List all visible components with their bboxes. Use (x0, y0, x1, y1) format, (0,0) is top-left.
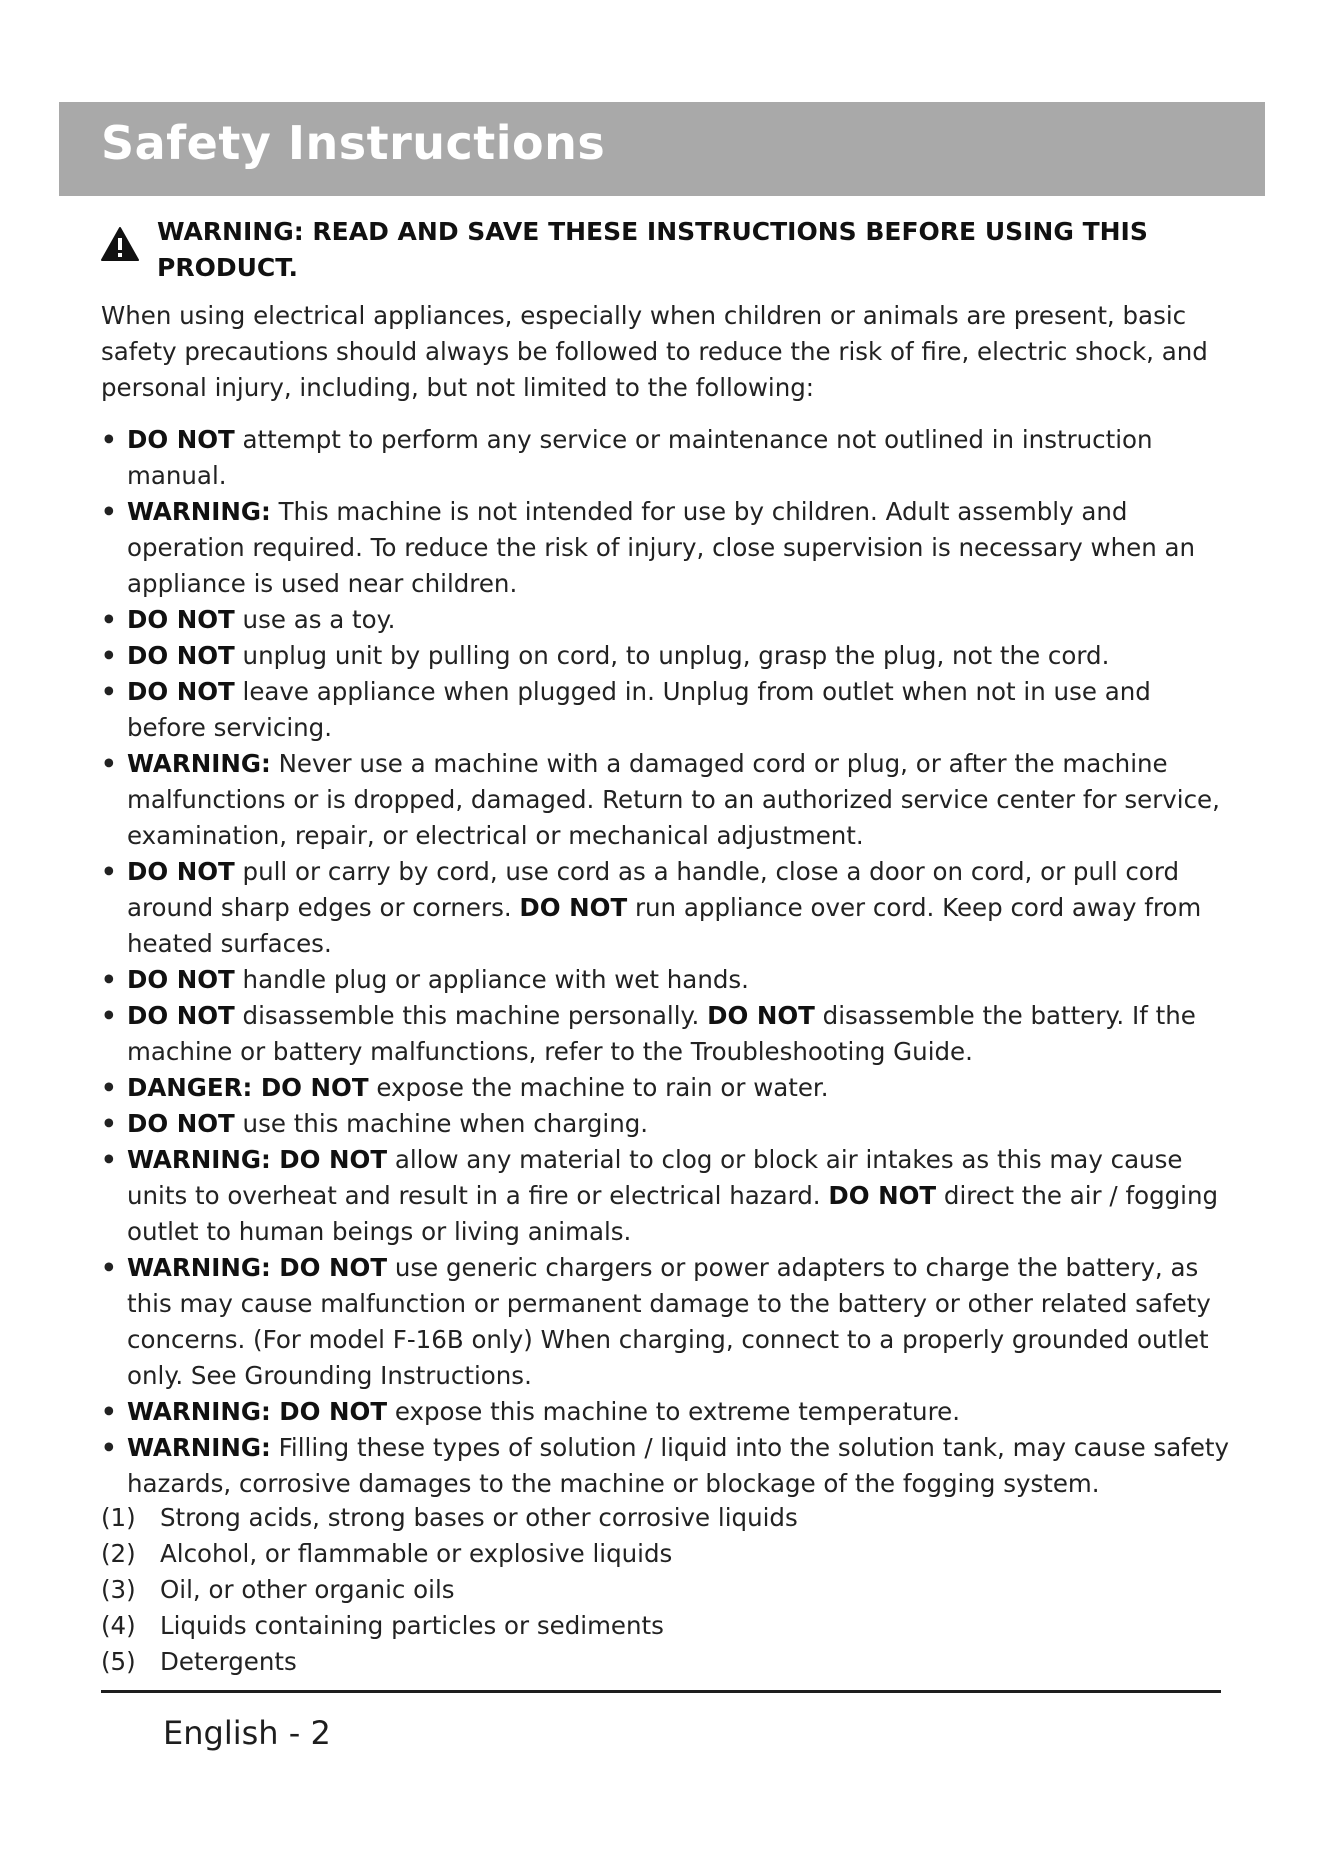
warning-heading-line-2: PRODUCT. (157, 253, 298, 282)
item-text: Detergents (160, 1647, 297, 1676)
safety-item (101, 1142, 1231, 1250)
bullet-icon: • (101, 677, 117, 706)
bullet-icon: • (101, 1145, 117, 1174)
prohibited-liquid-item (101, 1608, 1231, 1644)
prohibited-liquids-list (101, 1500, 1231, 1680)
safety-item-text: allow any material to clog or block air intakes as this may cause units to overheat and result in a fire or electrical hazard. (127, 1145, 1183, 1210)
safety-item-text: expose this machine to extreme temperature. (387, 1397, 960, 1426)
safety-item-text: pull or carry by cord, use cord as a handle, close a door on cord, or pull cord around sharp edges or corners. (127, 857, 1180, 922)
safety-item-emphasis: DANGER: DO NOT (127, 1073, 369, 1102)
item-text: Strong acids, strong bases or other corrosive liquids (160, 1503, 798, 1532)
bullet-icon: • (101, 1109, 117, 1138)
safety-item-emphasis: WARNING: DO NOT (127, 1397, 388, 1426)
bullet-icon: • (101, 425, 117, 454)
safety-item (101, 638, 1231, 674)
safety-item-text: handle plug or appliance with wet hands. (234, 965, 749, 994)
safety-item-emphasis: DO NOT (127, 641, 235, 670)
safety-item-emphasis: DO NOT (127, 425, 235, 454)
safety-item-emphasis: DO NOT (127, 677, 235, 706)
bullet-icon: • (101, 965, 117, 994)
safety-item-text: Never use a machine with a damaged cord or plug, or after the machine malfunctions or is dropped, damaged. Return to an authorized service center for service, examination, repair, or electrical or mechanical adjustment. (127, 749, 1220, 850)
safety-item-emphasis: WARNING: (127, 497, 271, 526)
item-number: (5) (101, 1647, 136, 1676)
safety-item-text: direct the air / fogging outlet to human beings or living animals. (127, 1181, 1219, 1246)
bullet-icon: • (101, 1001, 117, 1030)
safety-item (101, 1106, 1231, 1142)
safety-item-emphasis: DO NOT (519, 893, 628, 922)
safety-item (101, 854, 1231, 962)
safety-item-emphasis: WARNING: (127, 749, 271, 778)
bullet-icon: • (101, 1253, 117, 1282)
safety-item-text: expose the machine to rain or water. (368, 1073, 829, 1102)
safety-item-text: Filling these types of solution / liquid into the solution tank, may cause safety hazards, corrosive damages to the machine or blockage of the fogging system. (127, 1433, 1230, 1498)
bullet-icon: • (101, 1397, 117, 1426)
safety-item-text: use generic chargers or power adapters to charge the battery, as this may cause malfunction or permanent damage to the battery or other related safety concerns. (For model F-16B only) When charging, connect to a properly grounded outlet only. See Grounding Instructions. (127, 1253, 1211, 1390)
bullet-icon: • (101, 749, 117, 778)
safety-item (101, 602, 1231, 638)
prohibited-liquid-item (101, 1572, 1231, 1608)
safety-item (101, 1070, 1231, 1106)
safety-item-text: leave appliance when plugged in. Unplug from outlet when not in use and before servicing. (127, 677, 1151, 742)
prohibited-liquid-item (101, 1644, 1231, 1680)
bullet-icon: • (101, 1433, 117, 1462)
safety-item-emphasis: DO NOT (828, 1181, 937, 1210)
safety-item-text: This machine is not intended for use by children. Adult assembly and operation required. To reduce the risk of injury, close supervision is necessary when an appliance is used near children. (127, 497, 1196, 598)
item-number: (3) (101, 1575, 136, 1604)
item-number: (2) (101, 1539, 136, 1568)
safety-item-emphasis: WARNING: (127, 1433, 271, 1462)
page-number: English - 2 (163, 1714, 331, 1752)
bullet-icon: • (101, 1073, 117, 1102)
safety-item (101, 674, 1231, 746)
warning-heading-line-1: WARNING: READ AND SAVE THESE INSTRUCTIONS BEFORE USING THIS (157, 217, 1148, 246)
safety-item-text: unplug unit by pulling on cord, to unplug, grasp the plug, not the cord. (234, 641, 1110, 670)
footer-divider (101, 1690, 1221, 1693)
safety-item-emphasis: DO NOT (127, 1109, 235, 1138)
safety-item-emphasis: WARNING: DO NOT (127, 1253, 388, 1282)
safety-item-text: attempt to perform any service or maintenance not outlined in instruction manual. (127, 425, 1153, 490)
safety-item-text: disassemble the battery. If the machine or battery malfunctions, refer to the Troubleshooting Guide. (127, 1001, 1196, 1066)
page-title: Safety Instructions (101, 116, 606, 170)
safety-item (101, 998, 1231, 1070)
safety-instructions-list (101, 422, 1231, 1502)
safety-item-text: use as a toy. (234, 605, 396, 634)
safety-item (101, 422, 1231, 494)
item-number: (1) (101, 1503, 136, 1532)
safety-item-text: run appliance over cord. Keep cord away from heated surfaces. (127, 893, 1202, 958)
safety-item (101, 746, 1231, 854)
warning-triangle-icon (101, 226, 139, 262)
safety-item (101, 962, 1231, 998)
item-text: Alcohol, or flammable or explosive liquids (160, 1539, 673, 1568)
warning-heading (157, 214, 1231, 286)
safety-item-text: use this machine when charging. (234, 1109, 649, 1138)
safety-item-emphasis: DO NOT (127, 1001, 235, 1030)
item-number: (4) (101, 1611, 136, 1640)
safety-item-emphasis: DO NOT (127, 857, 235, 886)
warning-callout (101, 214, 1231, 286)
safety-item-emphasis: DO NOT (127, 605, 235, 634)
prohibited-liquid-item (101, 1500, 1231, 1536)
intro-paragraph: When using electrical appliances, especially when children or animals are present, basic safety precautions should always be followed to reduce the risk of fire, electric shock, and personal injury, including, but not limited to the following: (101, 301, 1208, 402)
bullet-icon: • (101, 605, 117, 634)
safety-item (101, 1394, 1231, 1430)
safety-item-emphasis: DO NOT (707, 1001, 815, 1030)
bullet-icon: • (101, 857, 117, 886)
safety-item (101, 1430, 1231, 1502)
item-text: Liquids containing particles or sediments (160, 1611, 664, 1640)
safety-item-emphasis: DO NOT (127, 965, 235, 994)
safety-item (101, 494, 1231, 602)
item-text: Oil, or other organic oils (160, 1575, 455, 1604)
safety-item-emphasis: WARNING: DO NOT (127, 1145, 388, 1174)
prohibited-liquid-item (101, 1536, 1231, 1572)
safety-item (101, 1250, 1231, 1394)
bullet-icon: • (101, 497, 117, 526)
bullet-icon: • (101, 641, 117, 670)
safety-item-text: disassemble this machine personally. (234, 1001, 708, 1030)
section-header-band (59, 102, 1265, 196)
